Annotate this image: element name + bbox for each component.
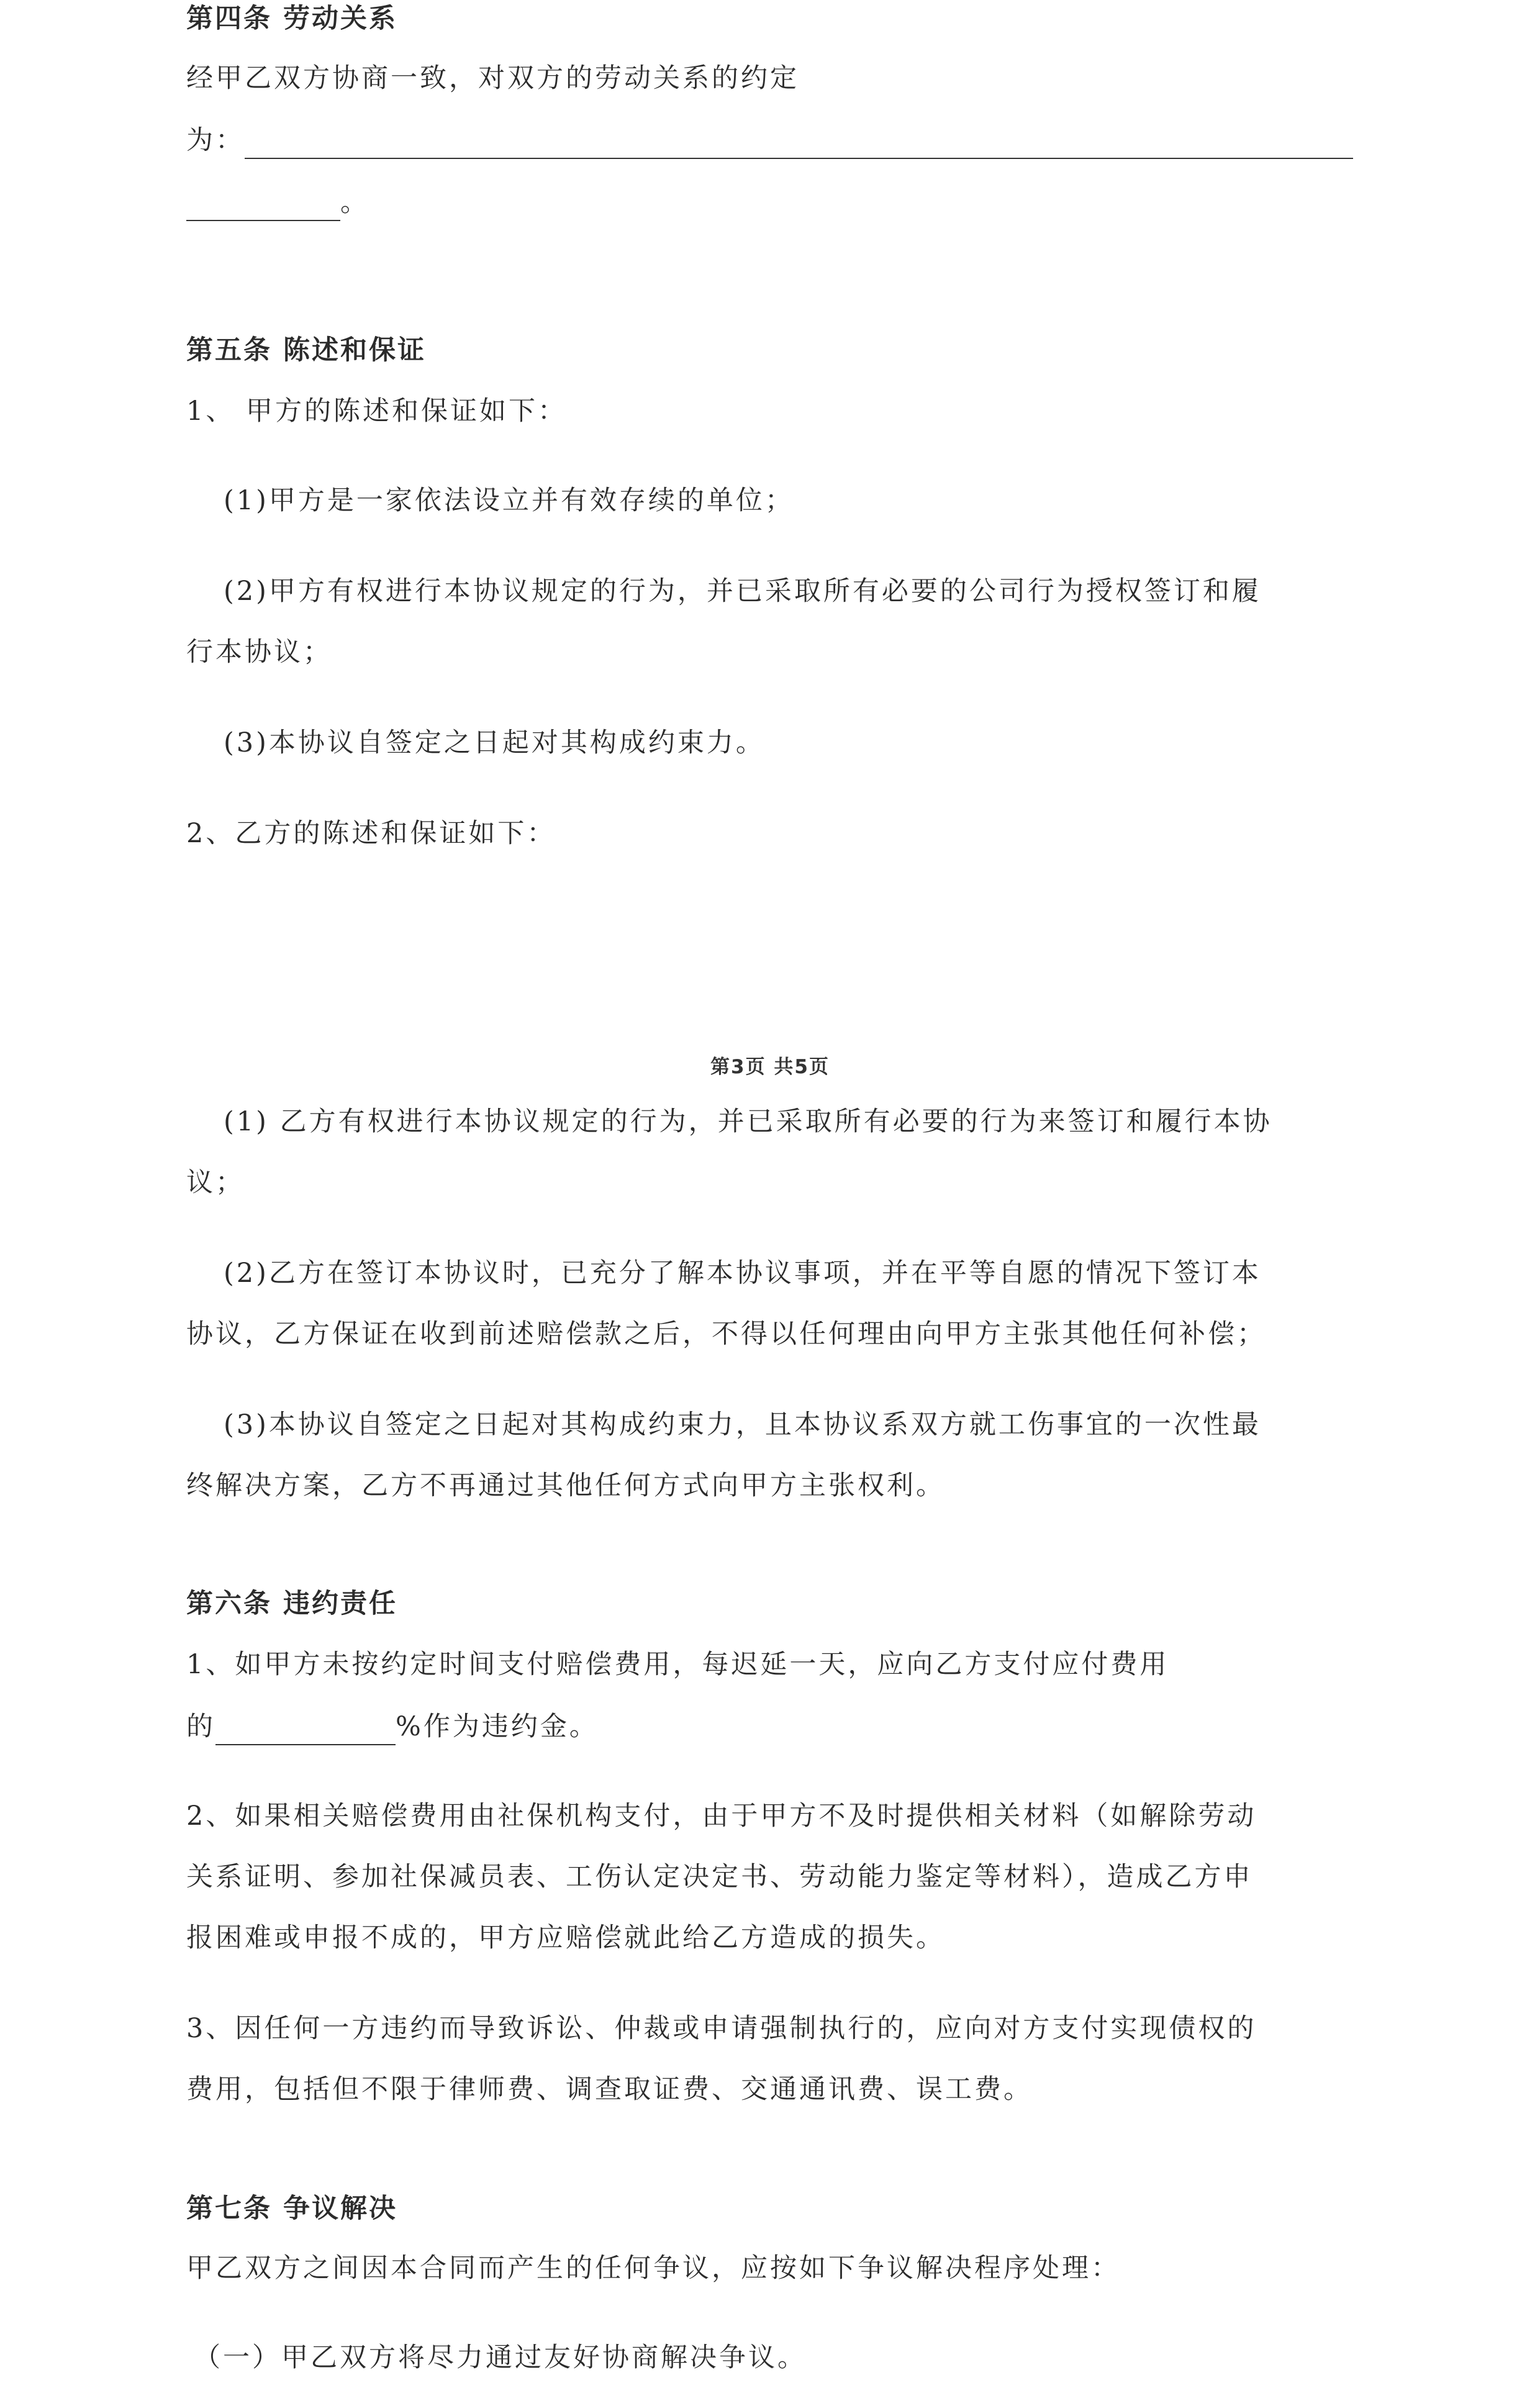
article-6-clause-3-line-2: 费用，包括但不限于律师费、调查取证费、交通通讯费、误工费。 [186, 2074, 1033, 2105]
article-4-blank-2[interactable] [186, 193, 340, 221]
party-b-clause-3-line-1: (3)本协议自签定之日起对其构成约束力，且本协议系双方就工伤事宜的一次性最 [224, 1409, 1261, 1440]
party-b-intro: 2、乙方的陈述和保证如下： [186, 818, 556, 849]
article-6-clause-2-line-2: 关系证明、参加社保减员表、工伤认定决定书、劳动能力鉴定等材料），造成乙方申 [186, 1861, 1253, 1892]
party-a-clause-1: (1)甲方是一家依法设立并有效存续的单位； [224, 485, 794, 516]
party-b-clause-2-line-1: (2)乙方在签订本协议时，已充分了解本协议事项，并在平等自愿的情况下签订本 [224, 1258, 1261, 1289]
article-6-clause-1-suffix: %作为违约金。 [396, 1711, 599, 1742]
article-5-heading: 第五条 陈述和保证 [186, 335, 426, 366]
penalty-rate-blank[interactable] [215, 1717, 396, 1745]
article-7-clause-1: （一）甲乙双方将尽力通过友好协商解决争议。 [194, 2342, 807, 2373]
page-number-footer: 第3页 共5页 [710, 1056, 830, 1078]
article-4-text: 经甲乙双方协商一致，对双方的劳动关系的约定 [186, 63, 799, 94]
article-6-clause-1-line-1: 1、如甲方未按约定时间支付赔偿费用，每迟延一天，应向乙方支付应付费用 [186, 1649, 1169, 1680]
article-4-blank-1[interactable] [245, 130, 1353, 159]
party-b-clause-1-line-1: (1) 乙方有权进行本协议规定的行为，并已采取所有必要的行为来签订和履行本协 [224, 1106, 1272, 1137]
article-6-clause-1-prefix: 的 [186, 1711, 215, 1742]
article-6-clause-2-line-3: 报困难或申报不成的，甲方应赔偿就此给乙方造成的损失。 [186, 1922, 945, 1953]
article-4-fill-line [186, 122, 1366, 159]
article-6-clause-1-line-2 [186, 1708, 1366, 1745]
party-a-clause-2-line-2: 行本协议； [186, 637, 332, 668]
article-4-fill-line-2 [186, 184, 1366, 221]
party-a-clause-2-line-1: (2)甲方有权进行本协议规定的行为，并已采取所有必要的公司行为授权签订和履 [224, 576, 1261, 607]
article-7-heading: 第七条 争议解决 [186, 2193, 397, 2224]
party-b-clause-1-line-2: 议； [186, 1167, 245, 1198]
article-6-clause-2-line-1: 2、如果相关赔偿费用由社保机构支付，由于甲方不及时提供相关材料（如解除劳动 [186, 1801, 1257, 1832]
article-4-heading: 第四条 劳动关系 [186, 3, 397, 34]
article-7-text: 甲乙双方之间因本合同而产生的任何争议，应按如下争议解决程序处理： [186, 2253, 1120, 2284]
party-b-clause-2-line-2: 协议，乙方保证在收到前述赔偿款之后，不得以任何理由向甲方主张其他任何补偿； [186, 1319, 1266, 1350]
article-4-fill-prefix: 为： [186, 125, 245, 156]
party-a-intro: 1、 甲方的陈述和保证如下： [186, 396, 568, 427]
party-b-clause-3-line-2: 终解决方案，乙方不再通过其他任何方式向甲方主张权利。 [186, 1470, 945, 1501]
article-6-heading: 第六条 违约责任 [186, 1588, 397, 1619]
article-6-clause-3-line-1: 3、因任何一方违约而导致诉讼、仲裁或申请强制执行的，应向对方支付实现债权的 [186, 2013, 1257, 2044]
article-4-fill-suffix: 。 [340, 187, 369, 218]
party-a-clause-3: (3)本协议自签定之日起对其构成约束力。 [224, 727, 765, 758]
